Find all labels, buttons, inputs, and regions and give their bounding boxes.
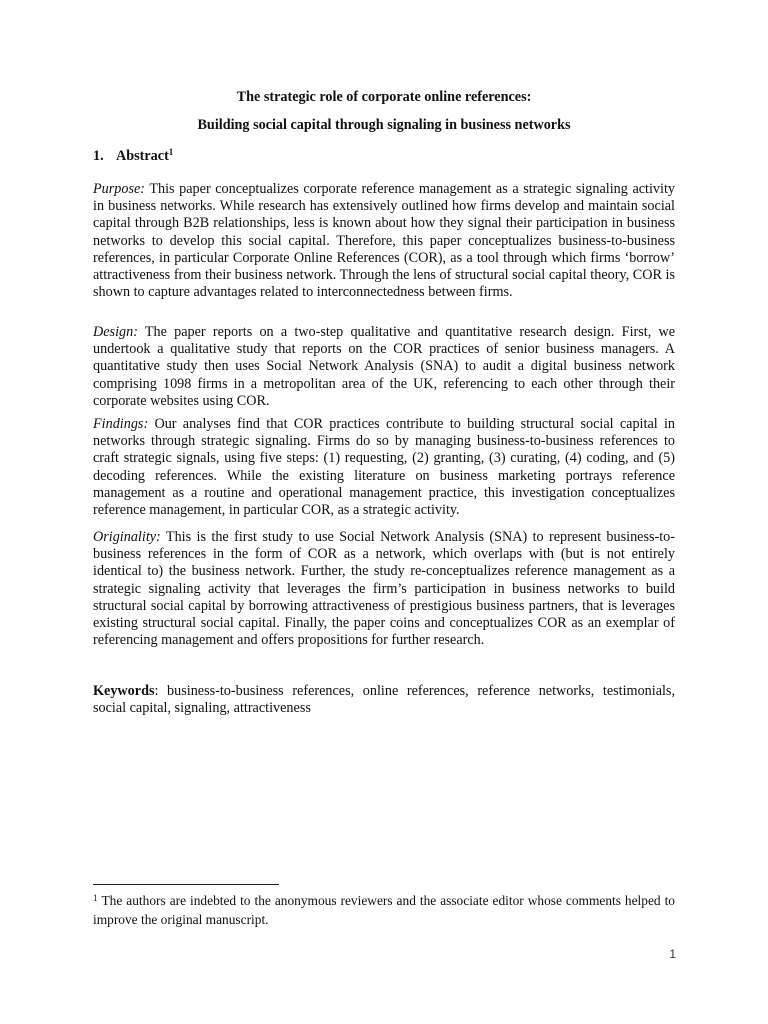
page-number: 1	[669, 947, 676, 961]
section-heading-text: Abstract	[116, 148, 169, 164]
abstract-design-paragraph	[93, 324, 675, 410]
footnote-divider	[93, 884, 279, 885]
abstract-findings-paragraph	[93, 416, 675, 519]
purpose-text: This paper conceptualizes corporate reference management as a strategic signaling activity in business networks. While research has extensively outlined how firms develop and maintain social capital through B2B relationships, less is known about how they signal their participation in business networks to develop this social capital. Therefore, this paper conceptualizes business-to-business references, in particular Corporate Online References (COR), as a tool through which firms ‘borrow’ attractiveness from their business network. Through the lens of structural social capital theory, COR is shown to capture advantages related to interconnectedness between firms.	[93, 181, 675, 301]
design-label: Design:	[93, 324, 138, 340]
keywords-paragraph	[93, 683, 675, 717]
purpose-label: Purpose:	[93, 181, 146, 197]
abstract-purpose-paragraph	[93, 181, 675, 301]
findings-text: Our analyses find that COR practices contribute to building structural social capital in networks through strategic signaling. Firms do so by managing business-to-business references to craft strategic signals, using five steps: (1) requesting, (2) granting, (3) curating, (4) coding, and (5) decoding references. While the existing literature on business marketing portrays reference management as a routine and operational management practice, this investigation conceptualizes reference management, in particular COR, as a strategic activity.	[93, 416, 675, 519]
keywords-text: : business-to-business references, online references, reference networks, testimonials, social capital, signaling, attractiveness	[93, 683, 675, 717]
findings-label: Findings:	[93, 416, 149, 432]
footnote-text: The authors are indebted to the anonymous reviewers and the associate editor whose comments helped to improve the original manuscript.	[93, 893, 675, 927]
originality-label: Originality:	[93, 529, 161, 545]
paper-title-line-1: The strategic role of corporate online references:	[236, 89, 532, 105]
keywords-label: Keywords	[93, 683, 155, 699]
footnote-marker: 1	[93, 893, 98, 903]
abstract-originality-paragraph	[93, 529, 675, 649]
design-text: The paper reports on a two-step qualitative and quantitative research design. First, we undertook a qualitative study that reports on the COR practices of senior business managers. A quantitative study then uses Social Network Analysis (SNA) to audit a digital business network comprising 1098 firms in a metropolitan area of the UK, referencing to each other through their corporate websites using COR.	[93, 324, 675, 409]
footnote-reference-marker: 1	[168, 147, 174, 157]
section-heading-abstract	[93, 147, 173, 166]
section-number: 1.	[93, 148, 104, 164]
originality-text: This is the first study to use Social Network Analysis (SNA) to represent business-to-business references in the form of COR as a network, which overlaps with (but is not entirely identical to) the business network. Further, the study re-conceptualizes reference management as a strategic signaling activity that leverages the firm’s participation in business networks to build structural social capital by borrowing attractiveness of prestigious business partners, that is leverages existing structural social capital. Finally, the paper coins and conceptualizes COR as an exemplar of referencing management and offers propositions for further research.	[93, 529, 675, 649]
footnote	[93, 892, 675, 928]
paper-title-line-2: Building social capital through signaling in business networks	[197, 117, 571, 133]
